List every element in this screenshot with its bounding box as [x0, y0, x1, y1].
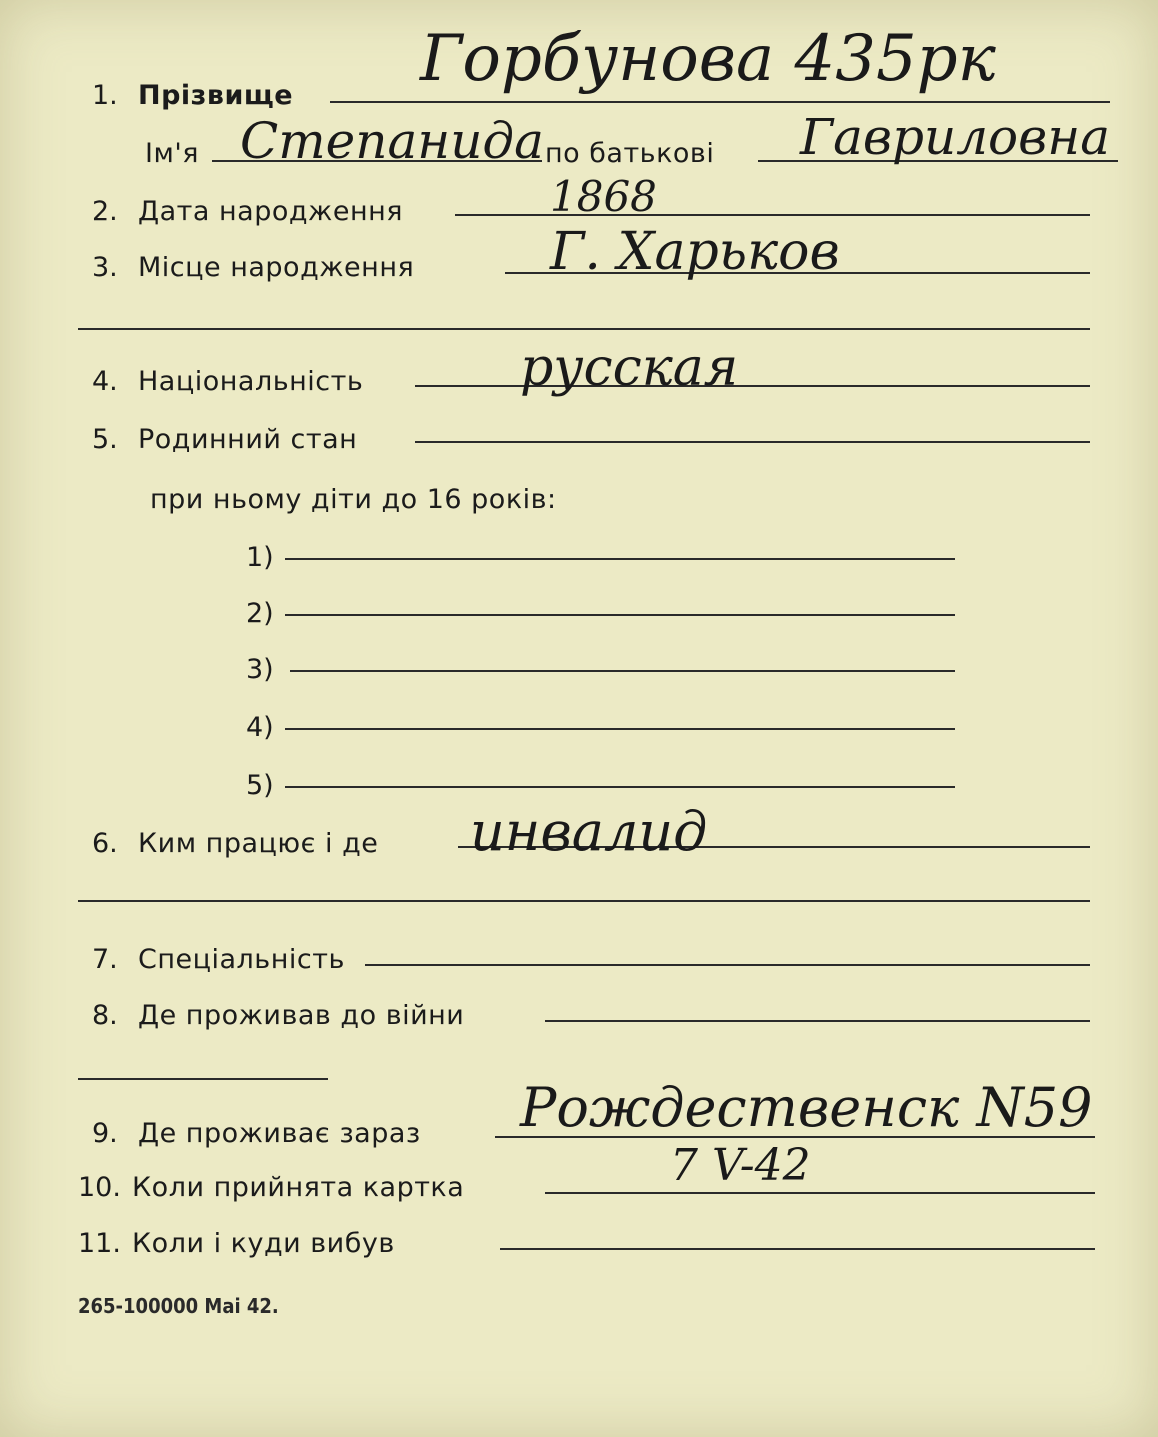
marital-status-label: Родинний стан — [138, 424, 358, 455]
field-number: 9. — [92, 1118, 118, 1149]
nationality-label: Національність — [138, 366, 364, 397]
field-number: 8. — [92, 1000, 118, 1031]
child-number: 1) — [246, 542, 274, 573]
first-name-label: Ім'я — [145, 138, 199, 169]
occupation-label: Ким працює і де — [138, 828, 379, 859]
continuation-line — [78, 328, 1090, 330]
current-residence-value: Рождественск N59 — [520, 1076, 1093, 1139]
child-number: 5) — [246, 770, 274, 801]
surname-line — [330, 101, 1110, 103]
first-name-value: Степанида — [240, 112, 544, 170]
marital-status-line — [415, 441, 1090, 443]
departed-line — [500, 1248, 1095, 1250]
continuation-line — [78, 900, 1090, 902]
nationality-line — [415, 385, 1090, 387]
field-number: 2. — [92, 196, 118, 227]
child-number: 2) — [246, 598, 274, 629]
occupation-value: инвалид — [470, 800, 708, 863]
birth-date-label: Дата народження — [138, 196, 404, 227]
prewar-residence-line — [545, 1020, 1090, 1022]
card-accepted-value: 7 V-42 — [670, 1140, 811, 1191]
child-number: 4) — [246, 712, 274, 743]
card-accepted-label: Коли прийнята картка — [132, 1172, 465, 1203]
patronymic-value: Гавриловна — [800, 108, 1111, 166]
card-accepted-line — [545, 1192, 1095, 1194]
print-code: 265-100000 Mai 42. — [78, 1294, 279, 1318]
field-number: 6. — [92, 828, 118, 859]
specialty-label: Спеціальність — [138, 944, 345, 975]
children-label: при ньому діти до 16 років: — [150, 484, 557, 515]
child-number: 3) — [246, 654, 274, 685]
child-line — [285, 786, 955, 788]
child-line — [290, 670, 955, 672]
field-number: 1. — [92, 80, 118, 111]
nationality-value: русская — [520, 338, 739, 398]
field-number: 11. — [78, 1228, 121, 1259]
field-number: 3. — [92, 252, 118, 283]
continuation-line — [78, 1078, 328, 1080]
surname-value: Горбунова 435рк — [420, 22, 996, 96]
child-line — [285, 728, 955, 730]
child-line — [285, 558, 955, 560]
departed-label: Коли і куди вибув — [132, 1228, 395, 1259]
field-number: 4. — [92, 366, 118, 397]
field-number: 10. — [78, 1172, 121, 1203]
birth-place-label: Місце народження — [138, 252, 415, 283]
birth-date-value: 1868 — [550, 172, 657, 221]
patronymic-label: по батькові — [545, 138, 715, 169]
current-residence-label: Де проживає зараз — [138, 1118, 421, 1149]
field-number: 5. — [92, 424, 118, 455]
birth-place-value: Г. Харьков — [550, 222, 840, 282]
child-line — [285, 614, 955, 616]
surname-label: Прізвище — [138, 80, 294, 111]
field-number: 7. — [92, 944, 118, 975]
prewar-residence-label: Де проживав до війни — [138, 1000, 465, 1031]
specialty-line — [365, 964, 1090, 966]
